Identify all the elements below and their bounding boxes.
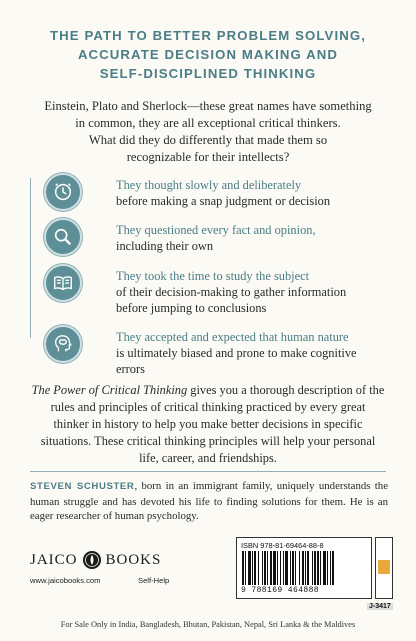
book-category: Self-Help: [138, 576, 170, 585]
headline-line: THE PATH TO BETTER PROBLEM SOLVING,: [50, 28, 366, 43]
barcode-panel: [236, 537, 372, 599]
barcode-stripe: [312, 551, 313, 585]
feature-accent: They accepted and expected that human nature: [116, 330, 349, 344]
publisher-logo: [30, 545, 161, 575]
feature-accent: They took the time to study the subject: [116, 269, 310, 283]
feature-accent: They thought slowly and deliberately: [116, 178, 302, 192]
price-tag-icon: [378, 560, 390, 574]
barcode-stripe: [295, 551, 296, 585]
barcode-stripe: [280, 551, 281, 585]
description-paragraph: [30, 382, 386, 467]
feature-item: [44, 264, 384, 320]
barcode-stripe: [273, 551, 276, 585]
feature-item: [44, 325, 384, 381]
feature-rest: including their own: [116, 239, 214, 253]
barcode-stripe: [242, 551, 244, 585]
publisher-emblem-icon: [82, 550, 102, 570]
feature-text: [116, 329, 384, 377]
publisher-word: BOOKS: [105, 551, 162, 568]
open-book-icon: [44, 264, 82, 302]
headline-line: SELF-DISCIPLINED THINKING: [99, 66, 317, 81]
barcode-number: 9 788169 464888: [241, 586, 320, 595]
barcode-stripe: [270, 551, 272, 585]
barcode-stripe: [292, 551, 294, 585]
intro-line: in common, they are all exceptional critical thinkers.: [75, 116, 341, 130]
magnifier-icon: [44, 218, 82, 256]
catalog-code: J-3417: [369, 603, 391, 610]
clock-icon: [44, 173, 82, 211]
barcode-stripe: [254, 551, 256, 585]
feature-text: [116, 222, 384, 254]
isbn-text: ISBN 978-81-69464-88-8: [241, 541, 324, 550]
book-title: The Power of Critical Thinking: [31, 383, 188, 397]
barcode-stripe: [320, 551, 321, 585]
description-line: [30, 382, 386, 399]
brain-head-icon: [44, 325, 82, 363]
barcode-stripe: [264, 551, 266, 585]
barcode-stripe: [252, 551, 253, 585]
barcode-stripe: [323, 551, 326, 585]
intro-line: recognizable for their intellects?: [126, 150, 290, 164]
author-bio: [30, 479, 388, 524]
barcode-stripe: [302, 551, 304, 585]
sale-territory-note: For Sale Only in India, Bangladesh, Bhutan, Pakistan, Nepal, Sri Lanka & the Maldives: [60, 620, 356, 629]
feature-accent: They questioned every fact and opinion,: [116, 223, 316, 237]
barcode-stripe: [332, 551, 334, 585]
description-line: rules and principles of critical thinking practiced by every great: [50, 400, 366, 414]
divider: [30, 471, 386, 472]
headline-line: ACCURATE DECISION MAKING AND: [77, 47, 339, 62]
feature-text: [116, 268, 384, 316]
description-line: situations. These critical thinking principles will help your personal: [40, 434, 376, 448]
description-text: gives you a thorough description of the: [187, 383, 385, 397]
barcode-stripe: [262, 551, 263, 585]
intro-paragraph: [40, 98, 376, 166]
barcode-stripe: [258, 551, 259, 585]
barcode-stripe: [277, 551, 278, 585]
barcode-stripe: [317, 551, 319, 585]
feature-rest: is ultimately biased and prone to make cognitive errors: [116, 346, 357, 376]
feature-text: [116, 177, 384, 209]
barcode-stripe: [245, 551, 246, 585]
intro-line: Einstein, Plato and Sherlock—these great names have something: [44, 99, 372, 113]
barcode-stripe: [305, 551, 306, 585]
barcode-stripe: [248, 551, 251, 585]
headline: [0, 26, 416, 83]
publisher-word: JAICO: [30, 551, 78, 568]
barcode-stripe: [314, 551, 316, 585]
barcode-stripe: [299, 551, 300, 585]
timeline-line: [30, 178, 31, 338]
barcode-stripe: [283, 551, 284, 585]
feature-rest: of their decision-making to gather information: [116, 285, 347, 299]
feature-rest: before making a snap judgment or decision: [116, 194, 331, 208]
author-name: STEVEN SCHUSTER: [30, 481, 135, 492]
barcode-stripe: [307, 551, 309, 585]
intro-line: What did they do differently that made them so: [88, 133, 328, 147]
publisher-website[interactable]: www.jaicobooks.com: [30, 576, 101, 585]
barcode-stripe: [330, 551, 331, 585]
barcode-bars: [241, 551, 367, 585]
barcode-stripe: [285, 551, 288, 585]
price-panel: [375, 537, 393, 599]
barcode-stripe: [267, 551, 268, 585]
description-line: life, career, and friendships.: [139, 451, 277, 465]
author-bio-text: , born in an immigrant family, uniquely understands the human struggle and has devoted his life to finding solutions for them. He is an eager researcher of human psychology.: [30, 480, 388, 522]
barcode-stripe: [327, 551, 328, 585]
description-line: thinker in history to help you make better decisions in specific: [53, 417, 363, 431]
barcode-stripe: [290, 551, 291, 585]
feature-rest: before jumping to conclusions: [116, 301, 267, 315]
